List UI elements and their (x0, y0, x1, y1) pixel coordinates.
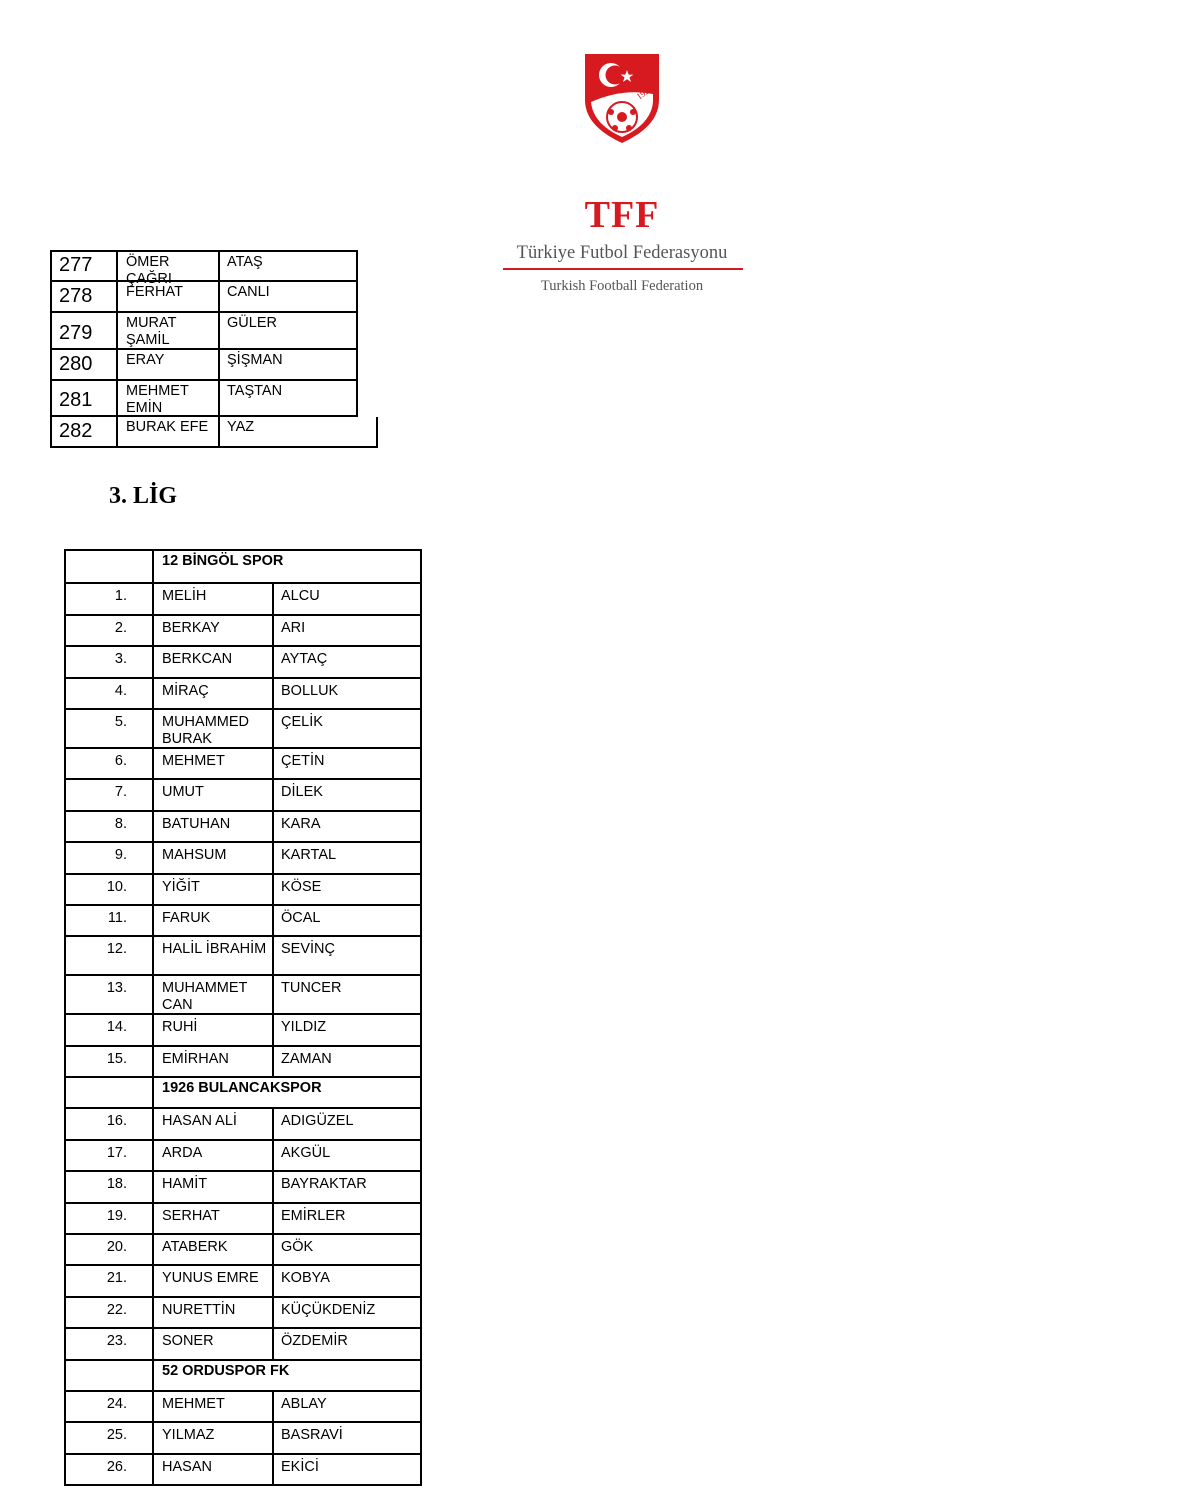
number-cell: 280 (52, 350, 118, 379)
league-table (64, 549, 422, 1486)
number-cell: 1. (66, 584, 154, 613)
table-row (66, 1390, 420, 1421)
logo-name-tr: Türkiye Futbol Federasyonu (516, 243, 728, 263)
first-name-cell: HAMİT (156, 1172, 274, 1201)
table-row (66, 645, 420, 676)
last-name-cell: SEVİNÇ (281, 941, 335, 958)
table-row (66, 1107, 420, 1138)
number-cell: 3. (66, 647, 154, 676)
last-name-cell: ÇETİN (281, 752, 325, 769)
first-name-cell: MUHAMMED BURAK (156, 710, 274, 747)
club-name: 12 BİNGÖL SPOR (162, 553, 284, 569)
tff-crest-icon (581, 50, 663, 146)
first-name-cell: HASAN (156, 1455, 274, 1484)
last-name-cell: ADIGÜZEL (281, 1113, 354, 1130)
first-name-cell: MUHAMMET CAN (156, 976, 274, 1013)
table-row (66, 1453, 420, 1484)
first-name-cell: ARDA (156, 1141, 274, 1170)
table-row (66, 1327, 420, 1358)
last-name-cell: ARI (281, 619, 306, 636)
first-name-cell: MAHSUM (156, 843, 274, 872)
table-row (50, 250, 358, 287)
first-name-cell: FARUK (156, 906, 274, 935)
number-cell: 14. (66, 1015, 154, 1044)
table-row (66, 677, 420, 708)
first-name-cell: BURAK EFE (120, 417, 220, 446)
table-row (66, 1139, 420, 1170)
last-name-cell: ATAŞ (227, 254, 263, 270)
last-name-cell: BOLLUK (281, 682, 339, 699)
first-name-cell: RUHİ (156, 1015, 274, 1044)
table-row (66, 841, 420, 872)
number-cell: 2. (66, 616, 154, 645)
last-name-cell: AKGÜL (281, 1144, 331, 1161)
table-row (66, 974, 420, 1013)
table-row (66, 1202, 420, 1233)
number-cell: 25. (66, 1423, 154, 1452)
top-player-list (50, 250, 358, 448)
logo-name-en: Turkish Football Federation (540, 278, 704, 294)
first-name-cell: BERKAY (156, 616, 274, 645)
club-header-row (66, 1076, 420, 1107)
last-name-cell: YILDIZ (281, 1019, 327, 1036)
table-row (50, 417, 378, 448)
first-name-cell: ATABERK (156, 1235, 274, 1264)
last-name-cell: GÖK (281, 1239, 314, 1256)
empty-cell (66, 1361, 154, 1390)
first-name-cell: HALİL İBRAHİM (156, 937, 274, 974)
table-row (66, 1421, 420, 1452)
first-name-cell: MEHMET (156, 1392, 274, 1421)
number-cell: 22. (66, 1298, 154, 1327)
number-cell: 15. (66, 1047, 154, 1076)
table-row (66, 614, 420, 645)
table-row (66, 904, 420, 935)
last-name-cell: KARTAL (281, 847, 337, 864)
number-cell: 7. (66, 780, 154, 809)
first-name-cell: MELİH (156, 584, 274, 613)
last-name-cell: TUNCER (281, 980, 342, 997)
number-cell: 5. (66, 710, 154, 747)
section-title: 3. LİG (109, 483, 178, 509)
number-cell: 10. (66, 875, 154, 904)
last-name-cell: CANLI (227, 284, 270, 300)
first-name-cell: SERHAT (156, 1204, 274, 1233)
table-row (66, 1264, 420, 1295)
table-row (50, 282, 358, 313)
table-row (66, 935, 420, 974)
last-name-cell: KOBYA (281, 1270, 330, 1287)
table-row (66, 1045, 420, 1076)
last-name-cell: ZAMAN (281, 1050, 332, 1067)
number-cell: 24. (66, 1392, 154, 1421)
first-name-cell: ERAY (120, 350, 220, 379)
number-cell: 282 (52, 417, 118, 446)
first-name-cell: ÖMER ÇAĞRI (120, 252, 220, 280)
last-name-cell: YAZ (227, 419, 255, 435)
club-name: 52 ORDUSPOR FK (162, 1362, 290, 1379)
last-name-cell: KARA (281, 815, 321, 832)
last-name-cell: BAYRAKTAR (281, 1176, 367, 1193)
last-name-cell: EKİCİ (281, 1458, 319, 1475)
table-row (66, 1170, 420, 1201)
last-name-cell: TAŞTAN (227, 383, 283, 399)
last-name-cell: DİLEK (281, 784, 323, 801)
last-name-cell: EMİRLER (281, 1207, 346, 1224)
first-name-cell: MİRAÇ (156, 679, 274, 708)
first-name-cell: NURETTİN (156, 1298, 274, 1327)
table-row (66, 810, 420, 841)
logo-divider (503, 268, 743, 270)
table-row (66, 778, 420, 809)
empty-cell (66, 551, 154, 582)
last-name-cell: ÖCAL (281, 909, 321, 926)
last-name-cell: ABLAY (281, 1395, 327, 1412)
table-row (66, 747, 420, 778)
last-name-cell: ALCU (281, 588, 320, 605)
first-name-cell: MURAT ŞAMİL (120, 313, 220, 348)
table-row (66, 1013, 420, 1044)
table-row (66, 1233, 420, 1264)
first-name-cell: YUNUS EMRE (156, 1266, 274, 1295)
number-cell: 18. (66, 1172, 154, 1201)
first-name-cell: EMİRHAN (156, 1047, 274, 1076)
table-row (50, 313, 358, 350)
number-cell: 20. (66, 1235, 154, 1264)
club-header-row (66, 1359, 420, 1390)
last-name-cell: AYTAÇ (281, 651, 328, 668)
number-cell: 279 (52, 313, 118, 348)
first-name-cell: BERKCAN (156, 647, 274, 676)
last-name-cell: BASRAVİ (281, 1427, 343, 1444)
number-cell: 9. (66, 843, 154, 872)
number-cell: 12. (66, 937, 154, 974)
first-name-cell: HASAN ALİ (156, 1109, 274, 1138)
last-name-cell: ÇELİK (281, 713, 323, 730)
number-cell: 23. (66, 1329, 154, 1358)
number-cell: 19. (66, 1204, 154, 1233)
crest-year: 1923 (634, 83, 655, 102)
table-row (66, 873, 420, 904)
number-cell: 16. (66, 1109, 154, 1138)
number-cell: 6. (66, 749, 154, 778)
first-name-cell: YILMAZ (156, 1423, 274, 1452)
number-cell: 278 (52, 282, 118, 311)
first-name-cell: FERHAT (120, 282, 220, 311)
logo-abbr: TFF (584, 194, 660, 236)
number-cell: 21. (66, 1266, 154, 1295)
number-cell: 4. (66, 679, 154, 708)
number-cell: 11. (66, 906, 154, 935)
club-name: 1926 BULANCAKSPOR (162, 1080, 322, 1097)
table-row (50, 350, 358, 381)
tff-logo (500, 46, 744, 294)
last-name-cell: KÜÇÜKDENİZ (281, 1301, 376, 1318)
number-cell: 281 (52, 381, 118, 415)
table-row (50, 381, 358, 417)
number-cell: 26. (66, 1455, 154, 1484)
table-row (66, 582, 420, 613)
last-name-cell: ÖZDEMİR (281, 1333, 348, 1350)
table-row (66, 1296, 420, 1327)
last-name-cell: KÖSE (281, 878, 322, 895)
number-cell: 277 (52, 252, 118, 280)
club-header-row (66, 551, 420, 582)
number-cell: 8. (66, 812, 154, 841)
table-row (66, 708, 420, 747)
last-name-cell: GÜLER (227, 315, 277, 331)
number-cell: 13. (66, 976, 154, 1013)
first-name-cell: SONER (156, 1329, 274, 1358)
first-name-cell: MEHMET EMİN (120, 381, 220, 415)
empty-cell (66, 1078, 154, 1107)
first-name-cell: YİĞİT (156, 875, 274, 904)
first-name-cell: UMUT (156, 780, 274, 809)
last-name-cell: ŞİŞMAN (227, 352, 283, 368)
number-cell: 17. (66, 1141, 154, 1170)
first-name-cell: BATUHAN (156, 812, 274, 841)
first-name-cell: MEHMET (156, 749, 274, 778)
